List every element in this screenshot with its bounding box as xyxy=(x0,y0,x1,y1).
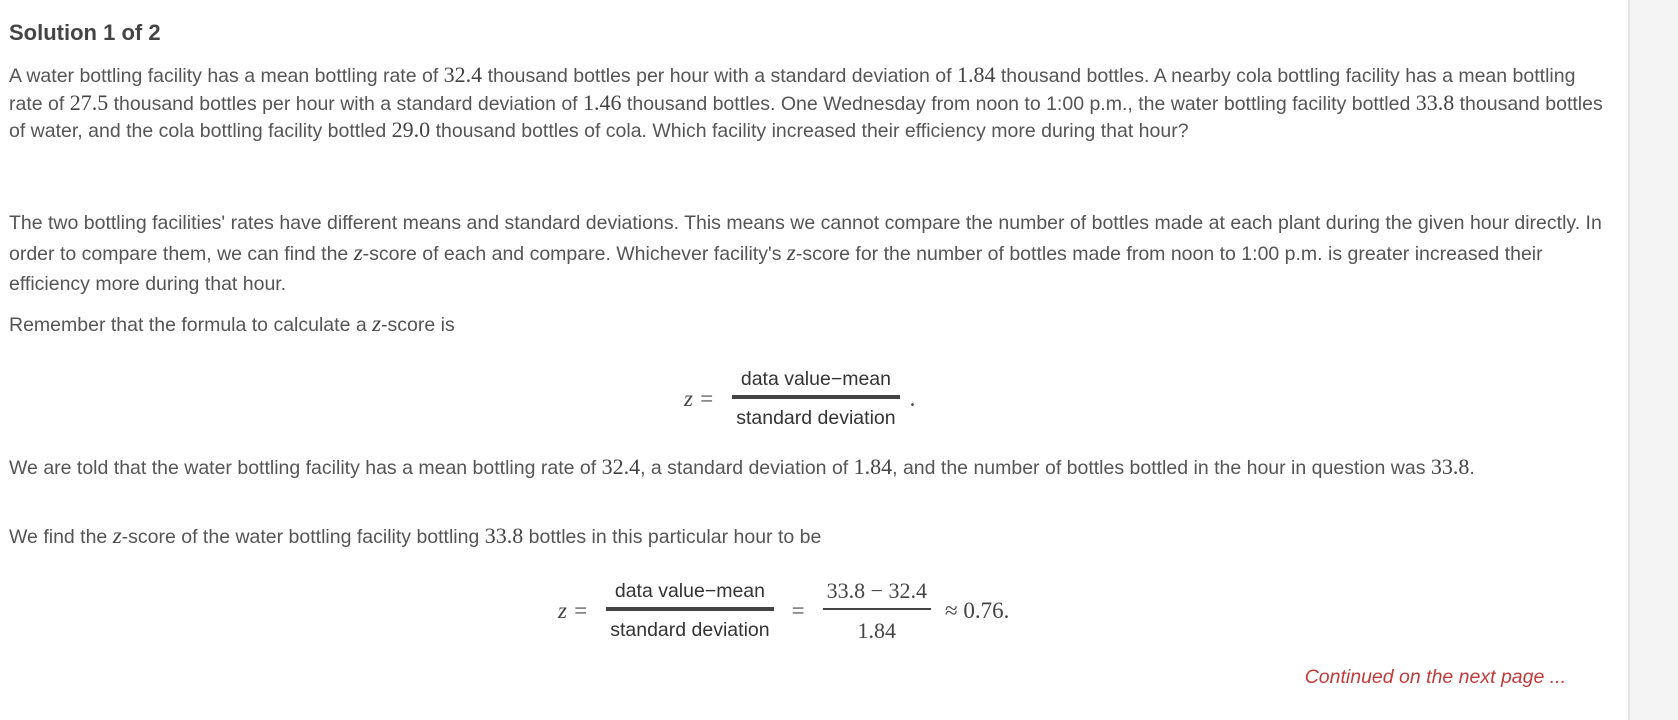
calculation-intro xyxy=(9,523,1614,550)
text: thousand bottles. A nearby cola bottling facility has a mean bottling rate of xyxy=(9,65,1576,115)
text: , a standard deviation of xyxy=(640,457,854,479)
text: thousand bottles of water, and the cola bottling facility bottled xyxy=(9,92,1603,142)
text: We find the xyxy=(9,526,113,548)
z-score-formula xyxy=(684,362,915,436)
z-variable: z xyxy=(112,523,122,548)
scroll-gutter[interactable] xyxy=(1628,0,1678,720)
bottled-value: 33.8 xyxy=(484,523,524,548)
calc-equals: = xyxy=(791,598,805,623)
text: thousand bottles of cola. Which facility increased their efficiency more during that hour? xyxy=(430,120,1189,142)
text: thousand bottles. One Wednesday from noon to 1:00 p.m., the water bottling facility bottled xyxy=(621,92,1416,115)
solution-heading: Solution 1 of 2 xyxy=(9,20,161,45)
calc-result: ≈ 0.76. xyxy=(945,598,1010,623)
problem-statement xyxy=(9,62,1614,145)
z-variable: z xyxy=(353,240,363,265)
formula-denominator: standard deviation xyxy=(736,407,896,429)
calc-numerator: data value−mean xyxy=(614,580,765,602)
given-value: 33.8 xyxy=(1430,454,1470,479)
text: thousand bottles per hour with a standard deviation of xyxy=(108,92,584,115)
calc-value-denominator: 1.84 xyxy=(857,618,897,643)
text: The two bottling facilities' rates have different means and standard deviations. This means we cannot compare the number of bottles made at each plant during the given hour directly. In order to compare them, we can find the xyxy=(9,212,1602,265)
calc-formula-fraction xyxy=(606,580,773,642)
text: thousand bottles per hour with a standard deviation of xyxy=(482,65,957,87)
cola-mean: 27.5 xyxy=(69,89,109,115)
text: -score is xyxy=(381,314,455,336)
given-sd: 1.84 xyxy=(853,454,893,479)
z-variable: z xyxy=(372,311,382,336)
text: Remember that the formula to calculate a xyxy=(9,314,373,336)
formula-lhs: z = xyxy=(684,386,715,411)
text: -score for the number of bottles made from noon to 1:00 p.m. is greater increased their efficiency more during that hour. xyxy=(9,243,1543,295)
formula-numerator: data value−mean xyxy=(740,368,891,390)
z-variable: z xyxy=(786,240,796,265)
cola-sd: 1.46 xyxy=(583,89,622,115)
cola-value: 29.0 xyxy=(391,117,431,142)
water-value: 33.8 xyxy=(1415,89,1455,115)
given-values-paragraph xyxy=(9,454,1614,481)
calc-lhs: z = xyxy=(558,598,589,623)
text: -score of the water bottling facility bottling xyxy=(121,526,485,548)
text: We are told that the water bottling facility has a mean bottling rate of xyxy=(9,457,602,479)
explanation-paragraph xyxy=(9,208,1614,299)
continued-note: Continued on the next page ... xyxy=(1304,666,1566,688)
calc-value-numerator: 33.8 − 32.4 xyxy=(826,578,928,603)
water-sd: 1.84 xyxy=(956,62,996,87)
text: -score of each and compare. Whichever facility's xyxy=(362,243,787,265)
text: , and the number of bottles bottled in the hour in question was xyxy=(892,457,1431,479)
formula-period: . xyxy=(909,386,916,411)
water-mean: 32.4 xyxy=(443,62,483,87)
calc-value-fraction xyxy=(823,578,931,644)
text: bottles in this particular hour to be xyxy=(523,526,822,548)
text: . xyxy=(1469,457,1475,479)
z-score-calculation xyxy=(558,574,1009,648)
formula-fraction xyxy=(732,368,899,430)
text: A water bottling facility has a mean bottling rate of xyxy=(9,65,444,87)
formula-intro xyxy=(9,311,1614,338)
calc-denominator: standard deviation xyxy=(610,619,770,641)
given-mean: 32.4 xyxy=(601,454,641,479)
